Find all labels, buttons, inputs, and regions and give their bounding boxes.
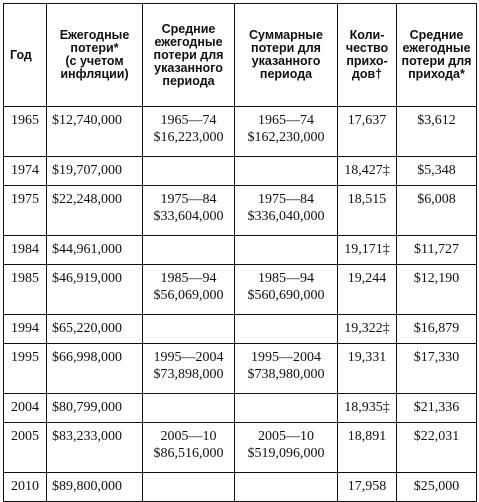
header-average-period-loss: Средние ежегодные потери для указанного периода bbox=[143, 4, 235, 107]
period-range: 1995—2004 bbox=[251, 350, 321, 365]
period-value: $738,980,000 bbox=[247, 367, 325, 382]
period-range: 1965—74 bbox=[160, 113, 217, 128]
cell-annual-loss: $65,220,000 bbox=[47, 315, 143, 344]
cell-parish-count: 18,427‡ bbox=[338, 157, 397, 186]
cell-average-parish-loss: $12,190 bbox=[397, 265, 477, 315]
cell-year: 1965 bbox=[4, 107, 47, 157]
period-value: $33,604,000 bbox=[153, 209, 224, 224]
cell-annual-loss: $19,707,000 bbox=[47, 157, 143, 186]
cell-total-period bbox=[235, 107, 338, 157]
cell-year: 2010 bbox=[4, 473, 47, 502]
losses-table bbox=[3, 3, 477, 502]
cell-parish-count: 19,331 bbox=[338, 344, 397, 394]
period-value: $162,230,000 bbox=[247, 130, 325, 145]
cell-total-period bbox=[235, 236, 338, 265]
cell-average-parish-loss: $11,727 bbox=[397, 236, 477, 265]
header-year: Год bbox=[4, 4, 47, 107]
period-range: 1985—94 bbox=[258, 271, 314, 286]
cell-parish-count: 18,515 bbox=[338, 186, 397, 236]
table-row bbox=[4, 157, 477, 186]
cell-average-period bbox=[143, 157, 235, 186]
cell-year: 2004 bbox=[4, 394, 47, 423]
period-value: $16,223,000 bbox=[153, 130, 224, 145]
cell-average-period bbox=[143, 394, 235, 423]
cell-total-period bbox=[235, 157, 338, 186]
table-row bbox=[4, 423, 477, 473]
cell-average-period bbox=[143, 423, 235, 473]
cell-total-period bbox=[235, 344, 338, 394]
period-value: $560,690,000 bbox=[247, 288, 325, 303]
period-range: 1975—84 bbox=[160, 192, 217, 207]
cell-year: 1975 bbox=[4, 186, 47, 236]
cell-year: 1984 bbox=[4, 236, 47, 265]
table-row bbox=[4, 186, 477, 236]
period-value: $56,069,000 bbox=[153, 288, 224, 303]
period-value: $336,040,000 bbox=[247, 209, 325, 224]
cell-annual-loss: $44,961,000 bbox=[47, 236, 143, 265]
table-row bbox=[4, 344, 477, 394]
cell-average-period bbox=[143, 344, 235, 394]
cell-average-period bbox=[143, 186, 235, 236]
cell-average-parish-loss: $3,612 bbox=[397, 107, 477, 157]
cell-parish-count: 19,244 bbox=[338, 265, 397, 315]
period-value: $73,898,000 bbox=[153, 367, 224, 382]
header-parish-count: Коли- чество прихо- дов† bbox=[338, 4, 397, 107]
table-row bbox=[4, 315, 477, 344]
cell-total-period bbox=[235, 265, 338, 315]
table-row bbox=[4, 394, 477, 423]
cell-average-parish-loss: $5,348 bbox=[397, 157, 477, 186]
table-row bbox=[4, 265, 477, 315]
cell-parish-count: 17,958 bbox=[338, 473, 397, 502]
table-row bbox=[4, 107, 477, 157]
period-range: 2005—10 bbox=[258, 429, 314, 444]
cell-average-parish-loss: $25,000 bbox=[397, 473, 477, 502]
period-range: 2005—10 bbox=[160, 429, 217, 444]
cell-total-period bbox=[235, 186, 338, 236]
header-average-parish-loss: Средние ежегодные потери для прихода* bbox=[397, 4, 477, 107]
cell-average-parish-loss: $6,008 bbox=[397, 186, 477, 236]
cell-year: 1995 bbox=[4, 344, 47, 394]
table-row bbox=[4, 473, 477, 502]
cell-average-period bbox=[143, 265, 235, 315]
cell-parish-count: 18,891 bbox=[338, 423, 397, 473]
cell-average-period bbox=[143, 236, 235, 265]
header-annual-loss: Ежегодные потери* (с учетом инфляции) bbox=[47, 4, 143, 107]
cell-average-parish-loss: $16,879 bbox=[397, 315, 477, 344]
table-container bbox=[3, 3, 476, 502]
cell-year: 1985 bbox=[4, 265, 47, 315]
cell-parish-count: 17,637 bbox=[338, 107, 397, 157]
cell-annual-loss: $12,740,000 bbox=[47, 107, 143, 157]
cell-average-parish-loss: $21,336 bbox=[397, 394, 477, 423]
cell-average-period bbox=[143, 315, 235, 344]
cell-annual-loss: $66,998,000 bbox=[47, 344, 143, 394]
cell-total-period bbox=[235, 394, 338, 423]
cell-total-period bbox=[235, 423, 338, 473]
period-range: 1995—2004 bbox=[153, 350, 224, 365]
cell-parish-count: 19,171‡ bbox=[338, 236, 397, 265]
cell-average-period bbox=[143, 473, 235, 502]
cell-annual-loss: $46,919,000 bbox=[47, 265, 143, 315]
cell-annual-loss: $80,799,000 bbox=[47, 394, 143, 423]
cell-total-period bbox=[235, 315, 338, 344]
table-row bbox=[4, 236, 477, 265]
cell-average-parish-loss: $17,330 bbox=[397, 344, 477, 394]
cell-annual-loss: $22,248,000 bbox=[47, 186, 143, 236]
cell-total-period bbox=[235, 473, 338, 502]
cell-average-period bbox=[143, 107, 235, 157]
cell-year: 1974 bbox=[4, 157, 47, 186]
cell-year: 1994 bbox=[4, 315, 47, 344]
period-value: $86,516,000 bbox=[153, 446, 224, 461]
cell-average-parish-loss: $22,031 bbox=[397, 423, 477, 473]
cell-year: 2005 bbox=[4, 423, 47, 473]
header-total-period-loss: Суммарные потери для указанного периода bbox=[235, 4, 338, 107]
period-value: $519,096,000 bbox=[247, 446, 325, 461]
cell-annual-loss: $89,800,000 bbox=[47, 473, 143, 502]
period-range: 1965—74 bbox=[258, 113, 314, 128]
period-range: 1975—84 bbox=[258, 192, 314, 207]
cell-annual-loss: $83,233,000 bbox=[47, 423, 143, 473]
cell-parish-count: 18,935‡ bbox=[338, 394, 397, 423]
cell-parish-count: 19,322‡ bbox=[338, 315, 397, 344]
table-header-row bbox=[4, 4, 477, 107]
period-range: 1985—94 bbox=[160, 271, 217, 286]
